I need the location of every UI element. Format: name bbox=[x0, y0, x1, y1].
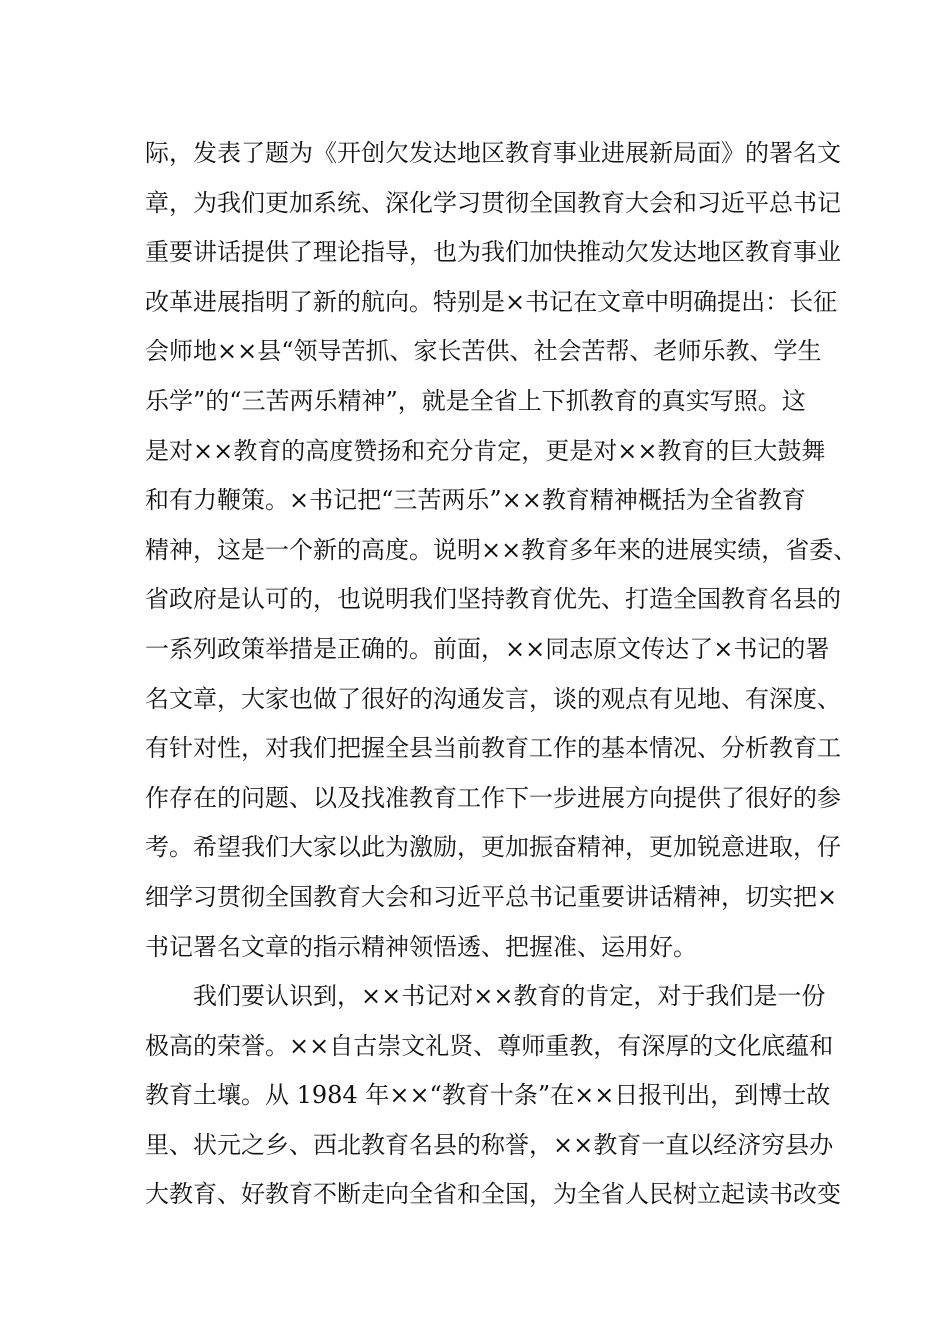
text-line: 是对××教育的高度赞扬和充分肯定，更是对××教育的巨大鼓舞 bbox=[145, 436, 826, 465]
text-line: 细学习贯彻全国教育大会和习近平总书记重要讲话精神，切实把× bbox=[145, 882, 838, 911]
text-line: 章，为我们更加系统、深化学习贯彻全国教育大会和习近平总书记 bbox=[145, 188, 841, 217]
text-line: 和有力鞭策。×书记把“三苦两乐”××教育精神概括为全省教育 bbox=[145, 486, 806, 515]
text-line: 作存在的问题、以及找准教育工作下一步进展方向提供了很好的参 bbox=[145, 783, 841, 812]
body-text bbox=[145, 129, 858, 1220]
text-line: 名文章，大家也做了很好的沟通发言，谈的观点有见地、有深度、 bbox=[145, 684, 841, 713]
text-line: 改革进展指明了新的航向。特别是×书记在文章中明确提出：长征 bbox=[145, 287, 838, 316]
text-line: 考。希望我们大家以此为激励，更加振奋精神，更加锐意进取，仔 bbox=[145, 833, 841, 862]
text-line: 里、状元之乡、西北教育名县的称誉，××教育一直以经济穷县办 bbox=[145, 1130, 834, 1159]
text-line: 会师地××县“领导苦抓、家长苦供、社会苦帮、老师乐教、学生 bbox=[145, 337, 822, 366]
text-line: 极高的荣誉。××自古崇文礼贤、尊师重教，有深厚的文化底蕴和 bbox=[145, 1031, 834, 1060]
text-line: 教育土壤。从 1984 年××“教育十条”在××日报刊出，到博士故 bbox=[145, 1081, 831, 1110]
text-line: 乐学”的“三苦两乐精神”，就是全省上下抓教育的真实写照。这 bbox=[145, 386, 806, 415]
text-line: 一系列政策举措是正确的。前面，××同志原文传达了×书记的署 bbox=[145, 634, 830, 663]
text-line: 我们要认识到，××书记对××教育的肯定，对于我们是一份 bbox=[145, 982, 826, 1011]
text-line: 重要讲话提供了理论指导，也为我们加快推动欠发达地区教育事业 bbox=[145, 238, 841, 267]
text-line: 书记署名文章的指示精神领悟透、把握准、运用好。 bbox=[145, 932, 697, 961]
text-line: 省政府是认可的，也说明我们坚持教育优先、打造全国教育名县的 bbox=[145, 585, 841, 614]
text-line: 精神，这是一个新的高度。说明××教育多年来的进展实绩，省委、 bbox=[145, 535, 858, 564]
text-line: 有针对性，对我们把握全县当前教育工作的基本情况、分析教育工 bbox=[145, 734, 841, 763]
text-line: 际，发表了题为《开创欠发达地区教育事业进展新局面》的署名文 bbox=[145, 139, 841, 167]
text-line: 大教育、好教育不断走向全省和全国，为全省人民树立起读书改变 bbox=[145, 1180, 841, 1209]
